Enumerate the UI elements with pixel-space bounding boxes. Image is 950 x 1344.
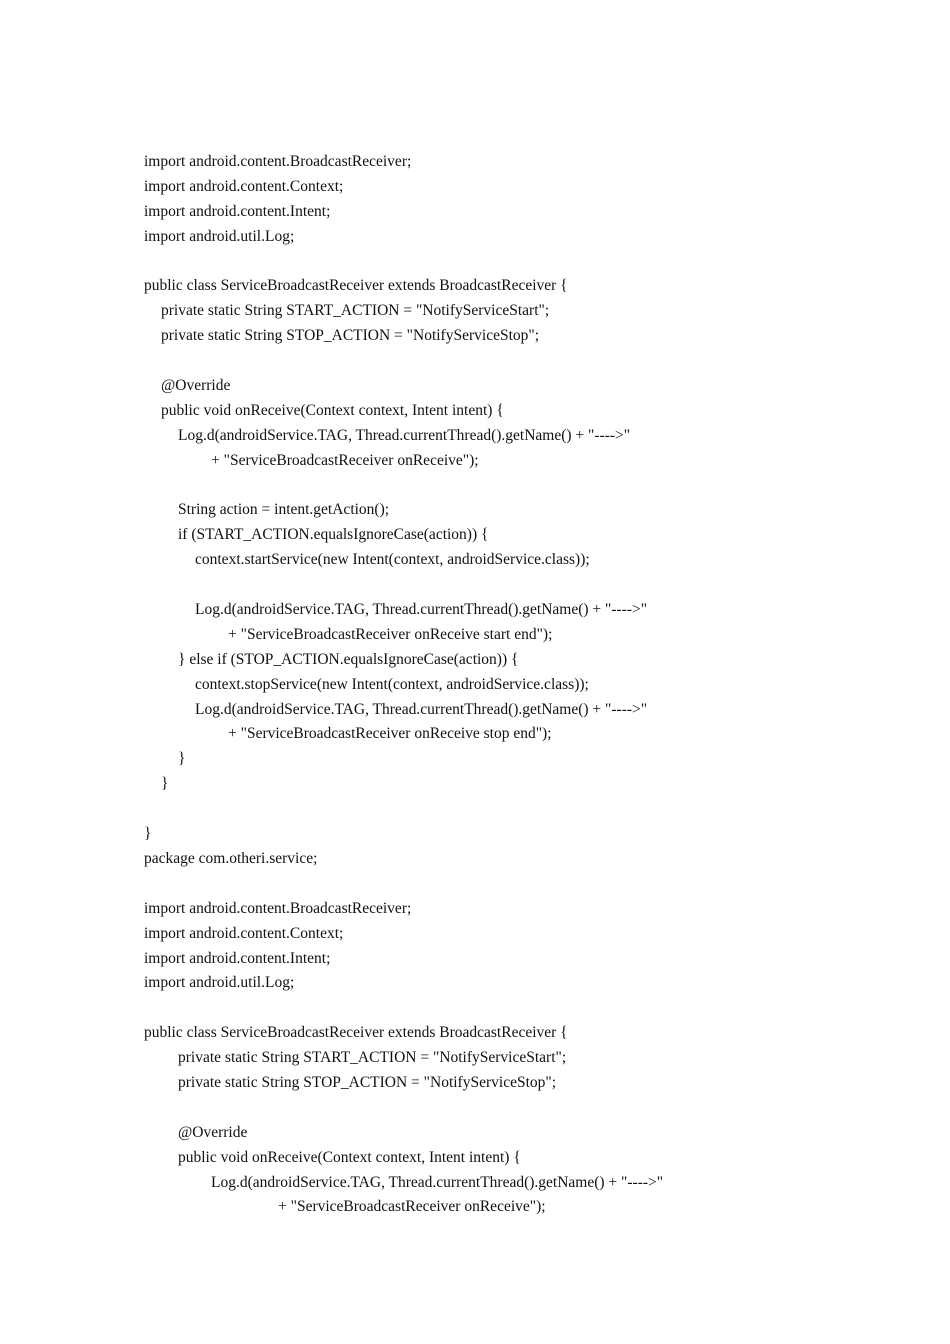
code-line: + "ServiceBroadcastReceiver onReceive"); [211,451,479,469]
code-line: public class ServiceBroadcastReceiver extends BroadcastReceiver { [144,277,568,295]
code-line: Log.d(androidService.TAG, Thread.currentThread().getName() + "---->" [211,1173,664,1191]
blank-line [144,349,904,374]
code-line: } else if (STOP_ACTION.equalsIgnoreCase(action)) { [178,650,519,668]
code-line: + "ServiceBroadcastReceiver onReceive stop end"); [228,725,552,743]
code-line: private static String START_ACTION = "NotifyServiceStart"; [178,1049,567,1067]
blank-line [144,1096,904,1121]
code-line: public void onReceive(Context context, Intent intent) { [161,401,504,419]
code-line: import android.content.Context; [144,924,344,942]
code-line: private static String STOP_ACTION = "NotifyServiceStop"; [178,1073,557,1091]
code-line: Log.d(androidService.TAG, Thread.currentThread().getName() + "---->" [178,426,631,444]
code-line: private static String STOP_ACTION = "NotifyServiceStop"; [161,327,540,345]
code-line: import android.content.Intent; [144,949,331,967]
code-line: if (START_ACTION.equalsIgnoreCase(action)) { [178,526,489,544]
code-listing [144,150,904,1220]
code-line: public void onReceive(Context context, Intent intent) { [178,1148,521,1166]
code-line: String action = intent.getAction(); [178,501,390,519]
blank-line [144,797,904,822]
code-line: import android.content.BroadcastReceiver; [144,153,412,170]
code-line: Log.d(androidService.TAG, Thread.currentThread().getName() + "---->" [195,601,648,619]
code-line: + "ServiceBroadcastReceiver onReceive start end"); [228,625,553,643]
code-line: public class ServiceBroadcastReceiver extends BroadcastReceiver { [144,1024,568,1042]
blank-line [144,474,904,499]
code-line: + "ServiceBroadcastReceiver onReceive"); [278,1198,546,1216]
code-line: import android.content.Intent; [144,202,331,220]
code-line: context.stopService(new Intent(context, androidService.class)); [195,675,589,693]
code-line: Log.d(androidService.TAG, Thread.currentThread().getName() + "---->" [195,700,648,718]
code-line: } [178,750,186,768]
blank-line [144,872,904,897]
code-line: import android.util.Log; [144,227,295,245]
code-line: @Override [161,377,231,395]
code-line: @Override [178,1123,248,1141]
code-line: } [144,825,152,843]
blank-line [144,996,904,1021]
blank-line [144,573,904,598]
code-line: } [161,775,169,793]
code-line: import android.util.Log; [144,974,295,992]
code-line: import android.content.BroadcastReceiver; [144,899,412,917]
blank-line [144,250,904,275]
code-line: package com.otheri.service; [144,849,318,867]
code-line: import android.content.Context; [144,177,344,195]
code-line: context.startService(new Intent(context, androidService.class)); [195,551,590,569]
code-line: private static String START_ACTION = "NotifyServiceStart"; [161,302,550,320]
